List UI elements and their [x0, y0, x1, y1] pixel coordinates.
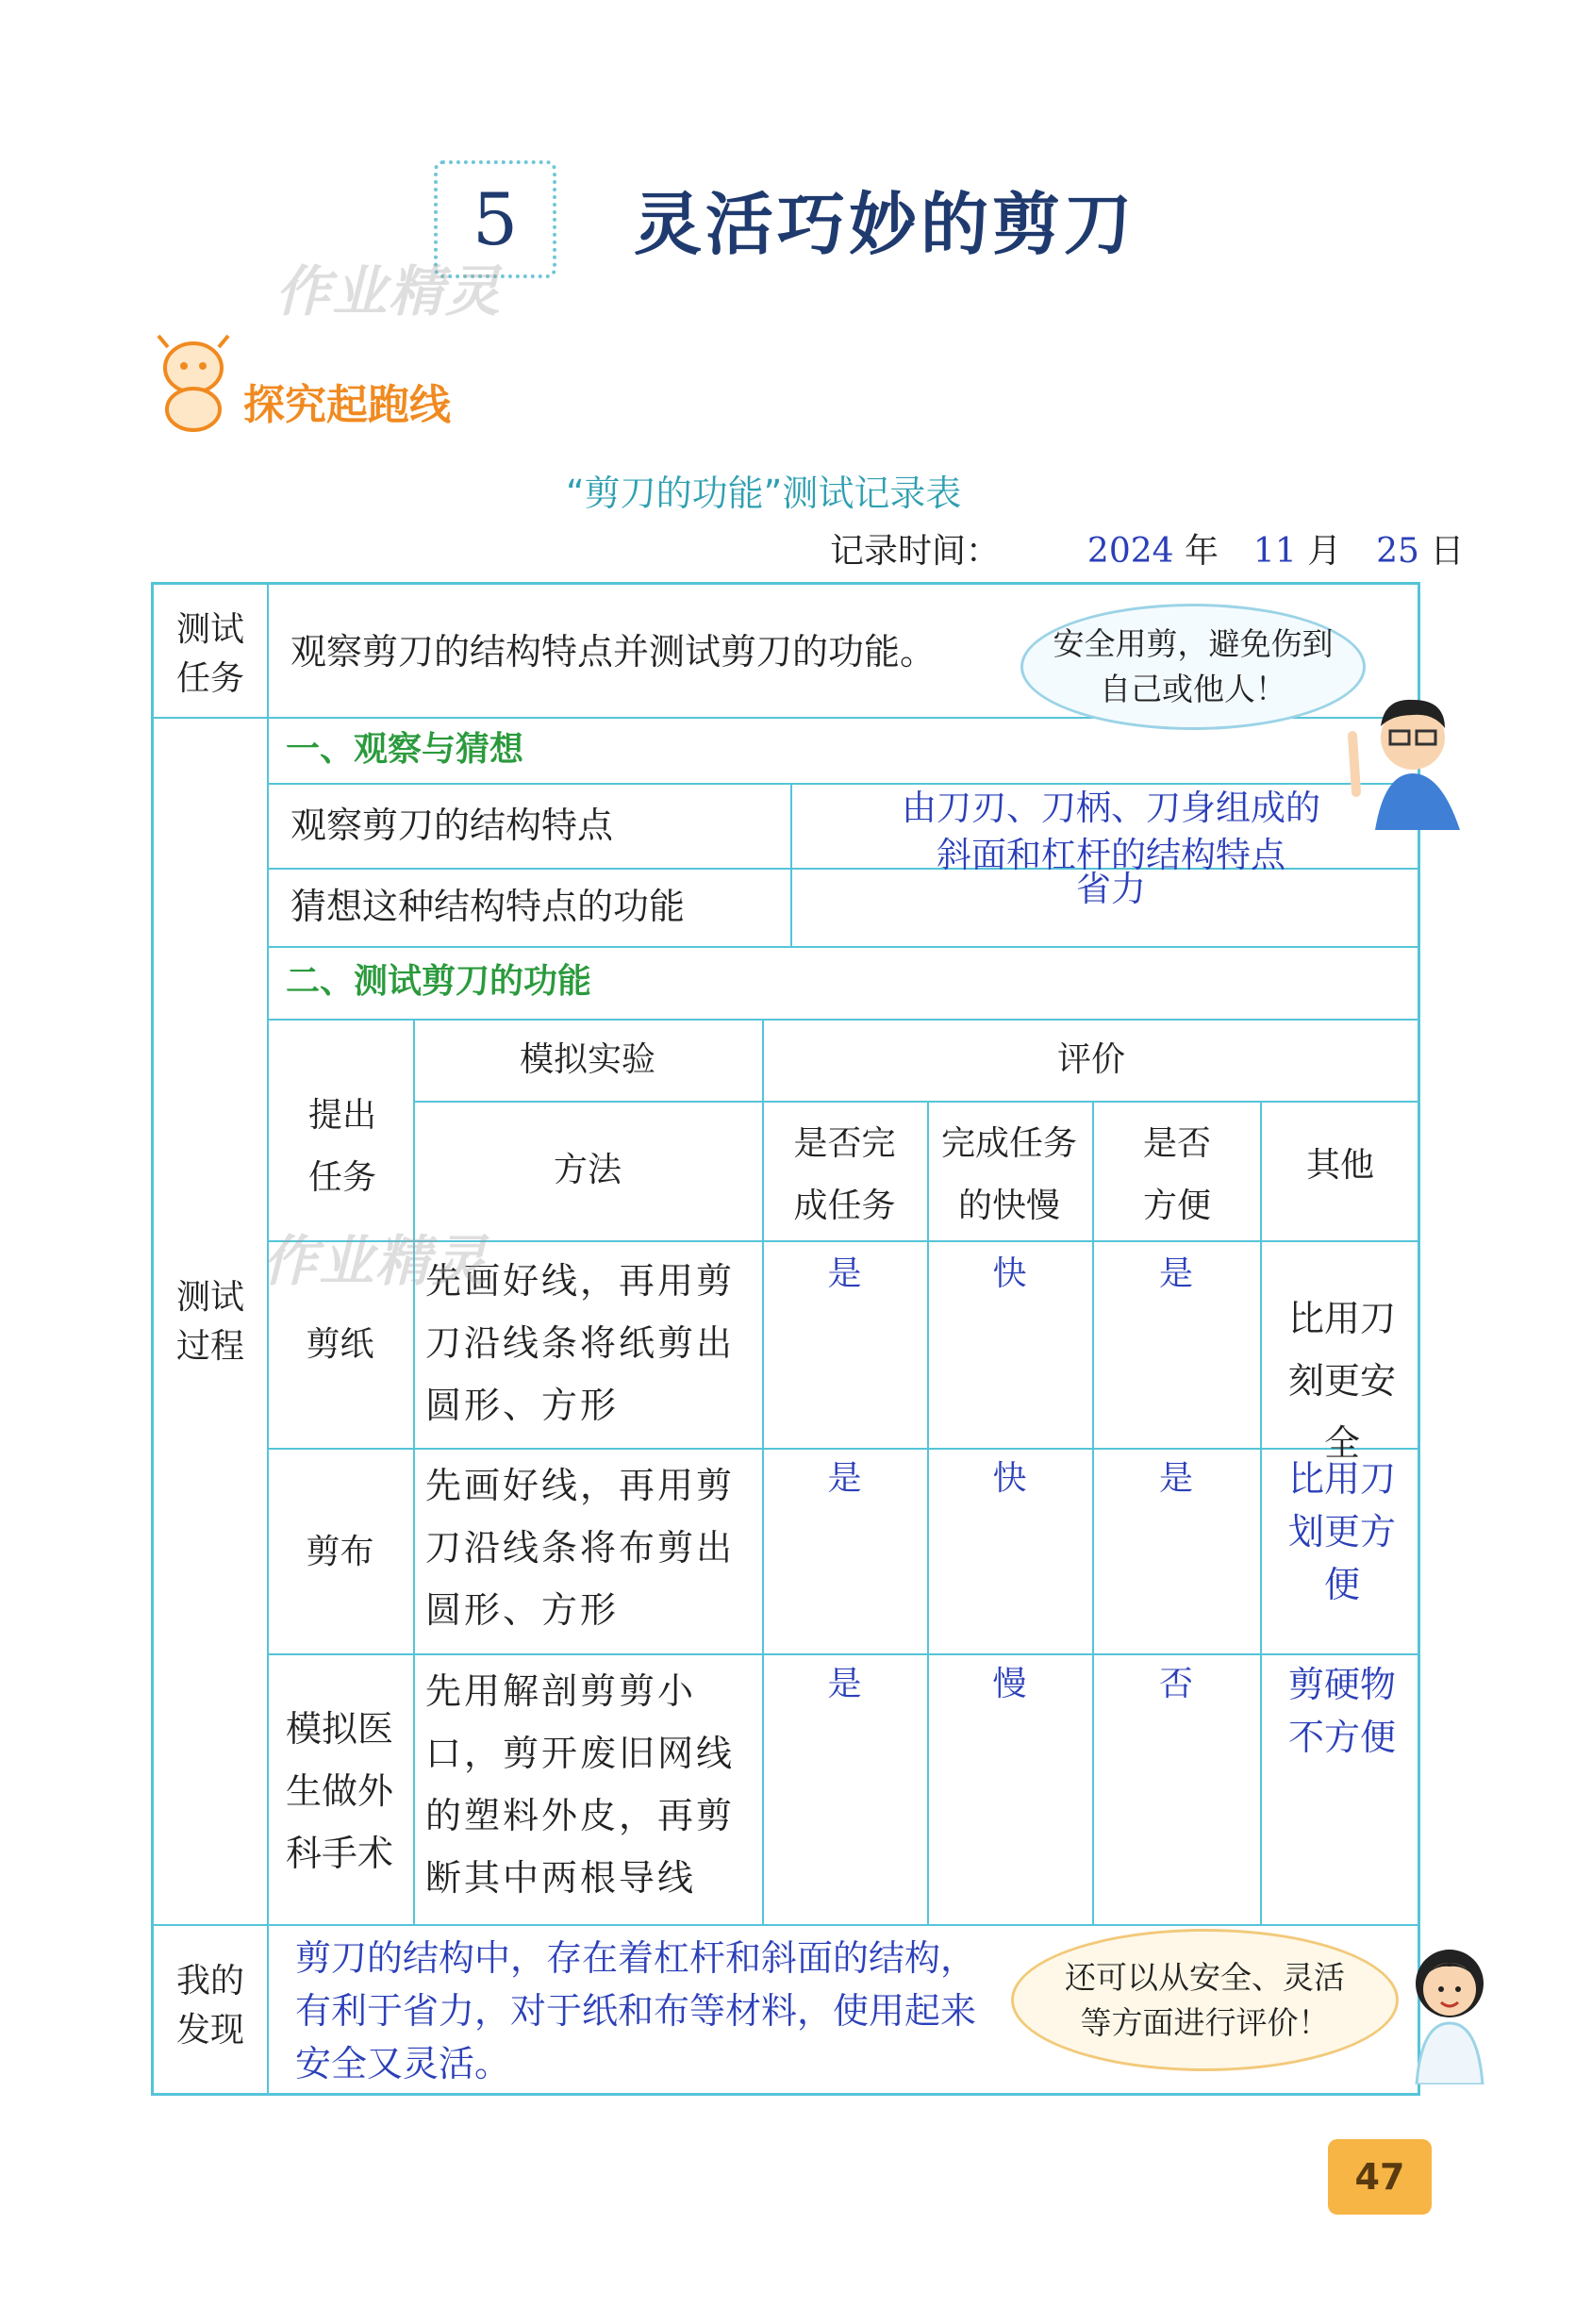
part1-heading: 一、观察与猜想 — [286, 730, 524, 769]
record-month-unit: 月 — [1307, 532, 1342, 571]
col-convenient: 是否方便 — [1142, 1124, 1211, 1225]
evaluation-tip-bubble: 还可以从安全、灵活等方面进行评价！ — [1011, 1929, 1399, 2071]
row3-convenient: 否 — [1158, 1665, 1193, 1703]
record-time — [830, 524, 1464, 573]
guess-answer: 省力 — [1076, 869, 1146, 909]
record-time-label: 记录时间： — [830, 532, 1001, 571]
row1-other: 比用刀刻更安全 — [1287, 1298, 1396, 1464]
observe-answer-line1: 由刀刃、刀柄、刀身组成的 — [902, 788, 1320, 828]
record-day: 25 — [1376, 532, 1419, 571]
observe-label: 观察剪刀的结构特点 — [290, 805, 614, 846]
row3-other: 剪硬物不方便 — [1287, 1664, 1396, 1758]
row3-speed: 慢 — [992, 1665, 1027, 1703]
row2-method: 先画好线，再用剪刀沿线条将布剪出圆形、方形 — [425, 1465, 736, 1631]
task-text: 观察剪刀的结构特点并测试剪刀的功能。 — [290, 631, 937, 672]
observe-answer-line2: 斜面和杠杆的结构特点 — [937, 835, 1285, 875]
row2-task: 剪布 — [306, 1533, 374, 1571]
col-method: 方法 — [553, 1151, 622, 1189]
safety-tip-bubble: 安全用剪，避免伤到自己或他人！ — [1020, 604, 1366, 730]
discovery-text: 剪刀的结构中，存在着杠杆和斜面的结构，有利于省力，对于纸和布等材料，使用起来安全又灵活。 — [295, 1937, 977, 2084]
process-label: 测试过程 — [175, 1278, 244, 1366]
discovery-label: 我的发现 — [175, 1962, 244, 2050]
test-record-table — [151, 582, 1420, 2096]
record-month: 11 — [1252, 532, 1297, 571]
row1-speed: 快 — [992, 1254, 1027, 1293]
guess-label: 猜想这种结构特点的功能 — [290, 886, 686, 927]
col-sim: 模拟实验 — [519, 1040, 655, 1079]
row3-task: 模拟医生做外科手术 — [286, 1708, 394, 1874]
lesson-title: 灵活巧妙的剪刀 — [634, 185, 1136, 264]
table-title: “剪刀的功能”测试记录表 — [566, 473, 962, 514]
col-other: 其他 — [1305, 1146, 1374, 1185]
part2-heading: 二、测试剪刀的功能 — [286, 962, 592, 1001]
record-year-unit: 年 — [1185, 532, 1219, 571]
watermark-2: 作业精灵 — [262, 1229, 489, 1293]
col-task: 提出任务 — [307, 1096, 376, 1197]
watermark: 作业精灵 — [275, 259, 503, 324]
record-day-unit: 日 — [1430, 532, 1465, 571]
col-eval: 评价 — [1056, 1040, 1125, 1079]
row2-convenient: 是 — [1158, 1459, 1193, 1498]
page-number: 47 — [1328, 2139, 1432, 2215]
col-complete: 是否完成任务 — [793, 1124, 896, 1225]
row1-task: 剪纸 — [306, 1325, 374, 1364]
row2-speed: 快 — [992, 1459, 1027, 1498]
teacher-icon — [1347, 679, 1479, 830]
cow-mascot-icon — [149, 332, 239, 436]
row3-complete: 是 — [827, 1665, 862, 1703]
row2-complete: 是 — [827, 1459, 862, 1498]
row1-method: 先画好线，再用剪刀沿线条将纸剪出圆形、方形 — [425, 1260, 736, 1426]
row3-method: 先用解剖剪剪小口，剪开废旧网线的塑料外皮，再剪断其中两根导线 — [425, 1670, 736, 1899]
row1-complete: 是 — [827, 1254, 862, 1293]
section-label: 探究起跑线 — [243, 381, 451, 429]
row1-convenient: 是 — [1158, 1254, 1193, 1293]
col-speed: 完成任务的快慢 — [940, 1124, 1077, 1225]
student-girl-icon — [1398, 1919, 1501, 2084]
record-year: 2024 — [1086, 532, 1174, 571]
task-label: 测试任务 — [175, 610, 244, 698]
row2-other: 比用刀划更方便 — [1287, 1458, 1396, 1605]
lesson-number: 5 — [472, 177, 519, 261]
